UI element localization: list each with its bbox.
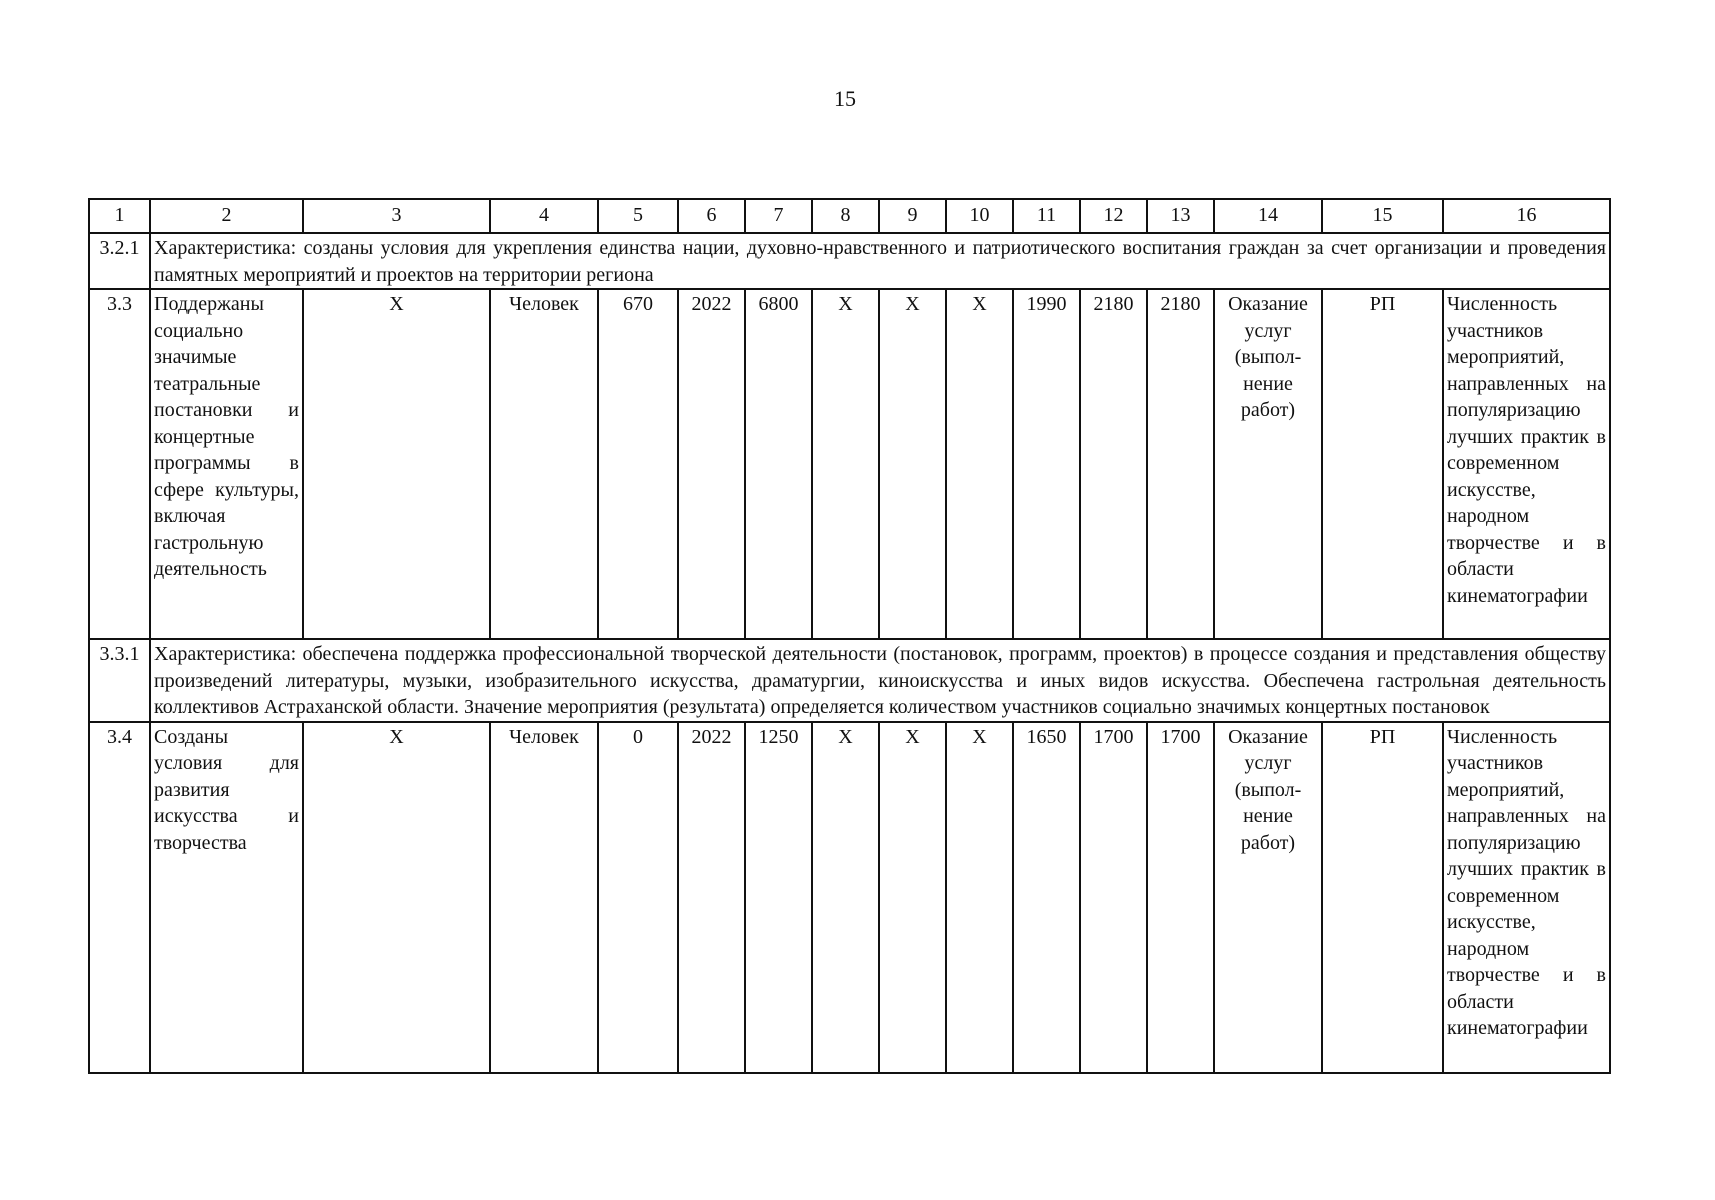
characteristic-text: Характеристика: обеспечена поддержка профессиональной творческой деятельности (постановок, программ, проектов) в процессе создания и представления обществу произведений литературы, музыки, изобразительного искусства, драматургии, киноискусства и иных видов искусства. Обеспечена гастрольная деятельность коллективов Астраханской области. Значение мероприятия (результата) определяется количеством участников социально значимых концертных постановок	[150, 639, 1610, 722]
result-type-line: услуг	[1244, 752, 1292, 774]
value-cell-col13: 2180	[1147, 289, 1214, 639]
result-type-line: работ)	[1240, 831, 1296, 854]
responsible-cell: РП	[1322, 722, 1443, 1073]
cell-col3: Х	[303, 289, 490, 639]
table-row	[89, 722, 1610, 1073]
value-cell-col11: 1650	[1013, 722, 1080, 1073]
column-header: 5	[598, 199, 678, 233]
column-header: 8	[812, 199, 879, 233]
value-cell-col13: 1700	[1147, 722, 1214, 1073]
result-type-line: Оказание	[1228, 293, 1308, 315]
table-row	[89, 289, 1610, 639]
value-cell-col11: 1990	[1013, 289, 1080, 639]
result-type-line: услуг	[1244, 319, 1292, 342]
result-type-line: работ)	[1240, 399, 1296, 421]
value-cell-col8: Х	[812, 722, 879, 1073]
indicators-table	[88, 198, 1611, 1074]
indicator-description: Численность участников мероприятий, направленных на популяризацию лучших практик в современном искусстве, народном творчестве и в области кинематографии	[1443, 289, 1610, 639]
column-header: 10	[946, 199, 1013, 233]
result-type-line: нение	[1243, 805, 1293, 827]
column-header: 7	[745, 199, 812, 233]
base-value-cell: 0	[598, 722, 678, 1073]
result-type-cell	[1214, 722, 1322, 1073]
column-header: 6	[678, 199, 745, 233]
unit-cell: Человек	[490, 289, 598, 639]
value-cell-col10: Х	[946, 289, 1013, 639]
column-header: 1	[89, 199, 150, 233]
row-number: 3.3	[89, 289, 150, 639]
base-value-cell: 670	[598, 289, 678, 639]
result-name: Созданы условия для развития искусства и творчества	[150, 722, 303, 1073]
column-header: 4	[490, 199, 598, 233]
page-number: 15	[834, 86, 856, 111]
row-number: 3.3.1	[89, 639, 150, 722]
base-year-cell: 2022	[678, 722, 745, 1073]
value-cell-col9: Х	[879, 722, 946, 1073]
result-type-line: (выпол-	[1234, 778, 1302, 801]
column-header: 9	[879, 199, 946, 233]
result-type-line: Оказание	[1228, 725, 1308, 748]
column-header: 16	[1443, 199, 1610, 233]
value-cell-col9: Х	[879, 289, 946, 639]
column-header: 11	[1013, 199, 1080, 233]
base-year-cell: 2022	[678, 289, 745, 639]
cell-col3: Х	[303, 722, 490, 1073]
characteristic-text: Характеристика: созданы условия для укрепления единства нации, духовно-нравственного и патриотического воспитания граждан за счет организации и проведения памятных мероприятий и проектов на территории региона	[150, 233, 1610, 289]
value-cell-col7: 1250	[745, 722, 812, 1073]
table-header-row	[89, 199, 1610, 233]
column-header: 2	[150, 199, 303, 233]
unit-cell: Человек	[490, 722, 598, 1073]
value-cell-col12: 1700	[1080, 722, 1147, 1073]
value-cell-col8: Х	[812, 289, 879, 639]
column-header: 12	[1080, 199, 1147, 233]
characteristic-row	[89, 233, 1610, 289]
row-number: 3.4	[89, 722, 150, 1073]
characteristic-row	[89, 639, 1610, 722]
responsible-cell: РП	[1322, 289, 1443, 639]
result-type-cell	[1214, 289, 1322, 639]
column-header: 15	[1322, 199, 1443, 233]
result-type-line: (выпол-	[1234, 346, 1302, 368]
value-cell-col7: 6800	[745, 289, 812, 639]
column-header: 3	[303, 199, 490, 233]
row-number: 3.2.1	[89, 233, 150, 289]
result-type-line: нение	[1243, 372, 1293, 395]
value-cell-col10: Х	[946, 722, 1013, 1073]
column-header: 13	[1147, 199, 1214, 233]
result-name: Поддержаны социально значимые театральные постановки и концертные программы в сфере культуры, включая гастрольную деятельность	[150, 289, 303, 639]
column-header: 14	[1214, 199, 1322, 233]
value-cell-col12: 2180	[1080, 289, 1147, 639]
indicator-description: Численность участников мероприятий, направленных на популяризацию лучших практик в современном искусстве, народном творчестве и в области кинематографии	[1443, 722, 1610, 1073]
